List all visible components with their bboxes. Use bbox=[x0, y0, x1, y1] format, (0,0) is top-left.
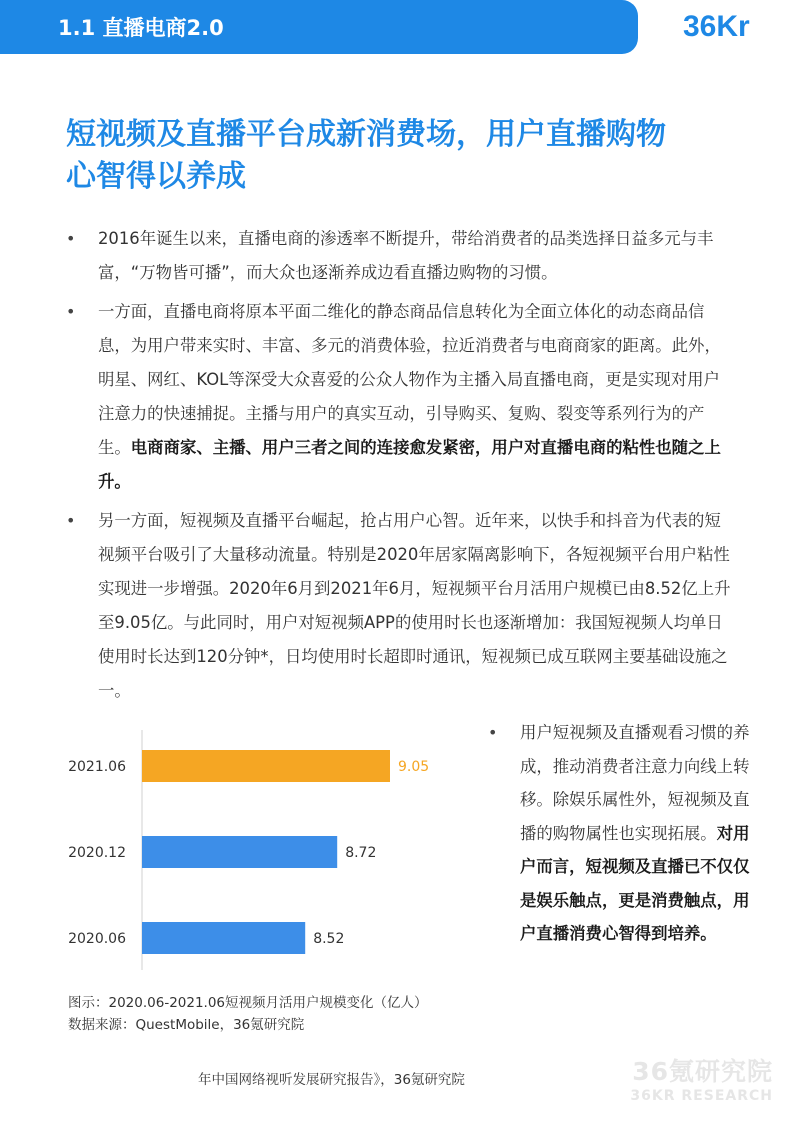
bullet-dot-icon: • bbox=[488, 723, 498, 742]
bullet-bold-2: 电商商家、主播、用户三者之间的连接愈发紧密，用户对直播电商的粘性也随之上升。 bbox=[98, 438, 721, 491]
chart-category-label-2020.06: 2020.06 bbox=[68, 931, 126, 947]
side-bullet-text: 用户短视频及直播观看习惯的养成，推动消费者注意力向线上转移。除娱乐属性外，短视频及直播的购物属性也实现拓展。 bbox=[520, 723, 750, 843]
bullet-text-1: 2016年诞生以来，直播电商的渗透率不断提升，带给消费者的品类选择日益多元与丰富，“万物皆可播”，而大众也逐渐养成边看直播边购物的习惯。 bbox=[98, 229, 714, 282]
caption-source: 数据来源：QuestMobile，36氪研究院 bbox=[68, 1017, 305, 1033]
chart-category-label-2021.06: 2021.06 bbox=[68, 759, 126, 775]
watermark-en: 36KR RESEARCH bbox=[630, 1088, 773, 1104]
chart-value-label-2020.06: 8.52 bbox=[313, 931, 345, 947]
mau-bar-chart bbox=[40, 730, 470, 970]
logo-text: 36Kr bbox=[683, 10, 750, 43]
title-line-1: 短视频及直播平台成新消费场，用户直播购物 bbox=[66, 117, 666, 152]
section-title: 1.1 直播电商2.0 bbox=[58, 16, 224, 40]
bullet-dot-icon: • bbox=[66, 229, 76, 248]
chart-value-label-2021.06: 9.05 bbox=[398, 759, 430, 775]
bullet-text-3: 另一方面，短视频及直播平台崛起，抢占用户心智。近年来，以快手和抖音为代表的短视频平台吸引了大量移动流量。特别是2020年居家隔离影响下，各短视频平台用户粘性实现进一步增强。2020年6月到2021年6月，短视频平台月活用户规模已由8.52亿上升至9.05亿。与此同时，用户对短视频APP的使用时长也逐渐增加：我国短视频人均单日使用时长达到120分钟*，日均使用时长超即时通讯，短视频已成互联网主要基础设施之一。 bbox=[98, 511, 731, 700]
footer-note: 年中国网络视听发展研究报告》，36氪研究院 bbox=[198, 1072, 465, 1088]
page-title bbox=[66, 114, 746, 198]
bullet-item-3 bbox=[66, 504, 736, 708]
caption-figure: 图示：2020.06-2021.06短视频月活用户规模变化（亿人） bbox=[68, 995, 428, 1011]
bullet-list bbox=[66, 222, 736, 713]
title-line-2: 心智得以养成 bbox=[66, 159, 246, 194]
logo-36kr bbox=[673, 0, 793, 56]
chart-bar-2020.12 bbox=[142, 836, 337, 868]
bullet-dot-icon: • bbox=[66, 511, 76, 530]
watermark bbox=[630, 1052, 773, 1104]
chart-value-label-2020.12: 8.72 bbox=[345, 845, 377, 861]
header-bar bbox=[0, 0, 638, 54]
bullet-text-2: 一方面，直播电商将原本平面二维化的静态商品信息转化为全面立体化的动态商品信息，为用户带来实时、丰富、多元的消费体验，拉近消费者与电商商家的距离。此外，明星、网红、KOL等深受大众喜爱的公众人物作为主播入局直播电商，更是实现对用户注意力的快速捕捉。主播与用户的真实互动，引导购买、复购、裂变等系列行为的产生。 bbox=[98, 302, 721, 457]
bullet-item-2 bbox=[66, 295, 736, 499]
bullet-item-1 bbox=[66, 222, 736, 290]
watermark-cn: 36氪研究院 bbox=[632, 1057, 773, 1086]
side-bullet-item bbox=[488, 716, 765, 951]
chart-category-label-2020.12: 2020.12 bbox=[68, 845, 126, 861]
chart-bar-2021.06 bbox=[142, 750, 390, 782]
side-bullet-bold: 对用户而言，短视频及直播已不仅仅是娱乐触点，更是消费触点，用户直播消费心智得到培养。 bbox=[520, 823, 750, 943]
bullet-dot-icon: • bbox=[66, 302, 76, 321]
chart-bar-2020.06 bbox=[142, 922, 305, 954]
chart-caption bbox=[68, 992, 428, 1036]
